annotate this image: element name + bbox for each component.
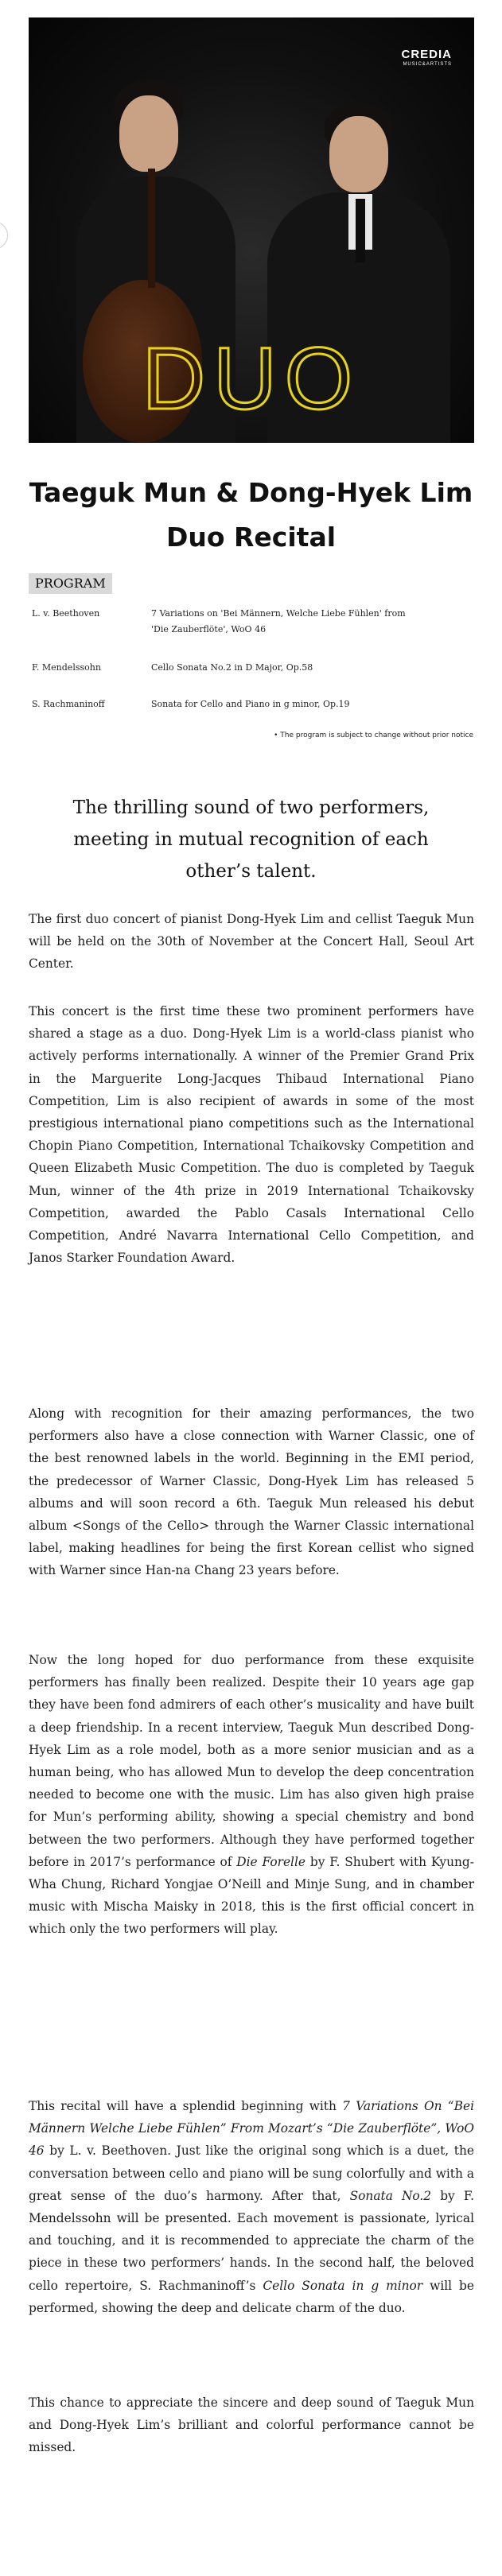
brand-name: CREDIA xyxy=(401,48,452,61)
paragraph-text: Now the long hoped for duo performance from these exquisite performers has finally been realized. Despite their 10 years age gap they have been fond admirers of each other’s musicality and have built a deep friendship. In a recent interview, Taeguk Mun described Dong-Hyek Lim as a role model, both as a more senior musician and as a human being, who has allowed Mun to develop the deep concentration needed to become one with the music. Lim has also given high praise for Mun’s performing ability, showing a special chemistry and bond between the two performers. Although they have performed together before in 2017’s performance of xyxy=(29,1653,474,1869)
brand-sub: MUSIC&ARTISTS xyxy=(403,62,452,67)
program-work-line: 'Die Zauberflöte', WoO 46 xyxy=(151,624,267,634)
work-title: Die Forelle xyxy=(236,1854,306,1869)
paragraph-text: by F. Shubert with Kyung-Wha Chung, Richard Yongjae O’Neill and Minje Sung, and in chamber music with Mischa Maisky in 2018, this is the first official concert in which only the two performers will play. xyxy=(29,1854,474,1937)
program-work: Cello Sonata No.2 in D Major, Op.58 xyxy=(151,662,313,673)
program-item xyxy=(32,606,477,641)
paragraph-text: This recital will have a splendid beginning with xyxy=(29,2099,343,2113)
tagline: The thrilling sound of two performers, meeting in mutual recognition of each other’s talent. xyxy=(72,797,430,882)
paragraph-text: by L. v. Beethoven. Just like the original song which is a duet, the conversation between cello and piano will be sung colorfully and with a great sense of the duo’s harmony. After that, xyxy=(29,2143,474,2203)
duo-title: DUO xyxy=(142,330,361,428)
program-note: • The program is subject to change without prior notice xyxy=(274,731,473,739)
program-work xyxy=(151,606,469,638)
paragraph-closing: This chance to appreciate the sincere and deep sound of Taeguk Mun and Dong-Hyek Lim’s brilliant and colorful performance cannot be missed. xyxy=(29,2396,474,2455)
paragraph-performers: This concert is the first time these two prominent performers have shared a stage as a duo. Dong-Hyek Lim is a world-class pianist who actively performs internationally. A winner of the Premier Grand Prix in the Marguerite Long-Jacques Thibaud International Piano Competition, Lim is also recipient of awards in some of the most prestigious international piano competitions such as the International Chopin Piano Competition, International Tchaikovsky Competition and Queen Elizabeth Music Competition. The duo is completed by Taeguk Mun, winner of the 4th prize in 2019 International Tchaikovsky Competition, awarded the Pablo Casals International Cello Competition, André Navarra International Cello Competition, and Janos Starker Foundation Award. xyxy=(29,1004,474,1266)
paragraph-text: will be performed, showing the deep and delicate charm of the duo. xyxy=(29,2278,475,2315)
title-line-1: Taeguk Mun & Dong-Hyek Lim xyxy=(29,477,473,508)
work-title: Cello Sonata in g minor xyxy=(263,2278,423,2293)
program-item xyxy=(32,660,477,677)
program-composer: S. Rachmaninoff xyxy=(32,699,105,709)
paragraph-friendship xyxy=(29,1649,474,1941)
program-work-line: 7 Variations on 'Bei Männern, Welche Liebe Fühlen' from xyxy=(151,608,406,619)
duo-poster-image xyxy=(29,17,474,443)
program-work: Sonata for Cello and Piano in g minor, Op.19 xyxy=(151,699,350,709)
paragraph-program-notes xyxy=(29,2095,474,2319)
paragraph-text: by F. Mendelssohn will be presented. Each movement is passionate, lyrical and touching, and it is recommended to appreciate the charm of the piece in these two performers’ hands. In the second half, the beloved cello repertoire, S. Rachmaninoff’s xyxy=(29,2188,475,2293)
program-label: PROGRAM xyxy=(29,573,112,594)
work-title: Sonata No.2 xyxy=(349,2188,432,2203)
work-title: 7 Variations On “Bei Männern Welche Liebe Fühlen” From Mozart’s “Die Zauberflöte”, WoO 46 xyxy=(29,2099,474,2159)
side-scroll-tab[interactable] xyxy=(0,221,8,250)
program-item xyxy=(32,696,477,714)
program-composer: F. Mendelssohn xyxy=(32,662,101,673)
paragraph-warner: Along with recognition for their amazing performances, the two performers also have a close connection with Warner Classic, one of the best renowned labels in the world. Beginning in the EMI period, the predecessor of Warner Classic, Dong-Hyek Lim has released 5 albums and will soon record a 6th. Taeguk Mun released his debut album <Songs of the Cello> through the Warner Classic international label, making headlines for being the first Korean cellist who signed with Warner since Han-na Chang 23 years before. xyxy=(29,1406,474,1578)
program-composer: L. v. Beethoven xyxy=(32,608,100,619)
title-line-2: Duo Recital xyxy=(165,522,337,553)
page-title xyxy=(0,471,502,560)
paragraph-intro: The first duo concert of pianist Dong-Hyek Lim and cellist Taeguk Mun will be held on the 30th of November at the Concert Hall, Seoul Art Center. xyxy=(29,912,474,972)
brand-logo xyxy=(401,48,452,67)
